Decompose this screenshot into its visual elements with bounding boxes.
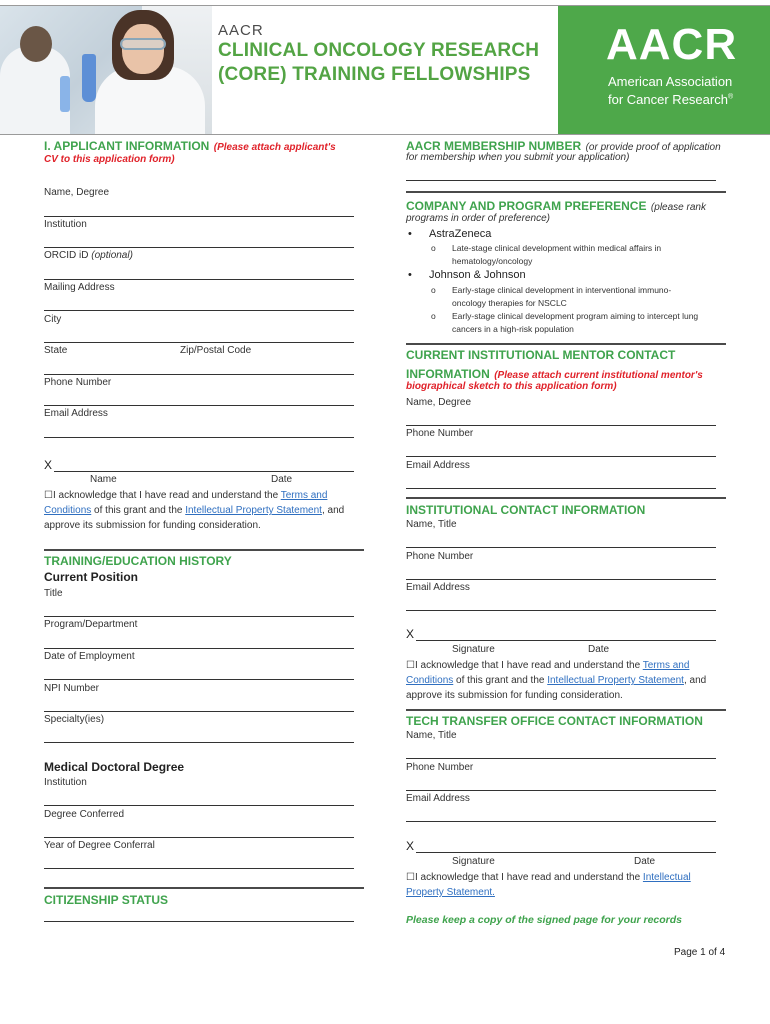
date-employment-field[interactable] [44, 679, 354, 680]
mentor-title-2: INFORMATION [406, 367, 490, 381]
header-banner [0, 5, 770, 135]
inst-phone-label: Phone Number [406, 551, 474, 562]
program-item[interactable]: Early-stage clinical development program aiming to intercept lung cancers in a high-risk population [452, 311, 699, 334]
logo-subtitle-1: American Association [608, 74, 733, 89]
mentor-email-field[interactable] [406, 488, 716, 489]
inst-phone-field[interactable] [406, 579, 716, 580]
company-astrazeneca: AstraZeneca [429, 228, 492, 240]
state-zip-field[interactable] [44, 374, 354, 375]
program-item[interactable]: Late-stage clinical development within medical affairs in hematology/oncology [452, 243, 662, 266]
applicant-sig-name-label: Name [90, 474, 117, 485]
bullet-dot: • [408, 228, 412, 240]
city-label: City [44, 314, 62, 325]
membership-field[interactable] [406, 180, 716, 181]
section-divider [406, 497, 726, 499]
program-title [218, 22, 558, 87]
membership-note-1: (or provide proof of application [585, 142, 721, 153]
org-short-name: AACR [218, 22, 264, 39]
date-employment-label: Date of Employment [44, 651, 135, 662]
bullet-dot: • [408, 269, 412, 281]
aacr-logo [558, 6, 770, 135]
title-field[interactable] [44, 616, 354, 617]
title-line-1: CLINICAL ONCOLOGY RESEARCH [218, 40, 540, 61]
applicant-signature-field[interactable] [54, 471, 354, 472]
phone-label: Phone Number [44, 377, 112, 388]
terms-link[interactable]: Terms and Conditions [44, 490, 328, 516]
state-label: State [44, 345, 68, 356]
inst-sig-date-label: Date [588, 644, 610, 655]
name-degree-field[interactable] [44, 216, 354, 217]
degree-conferred-field[interactable] [44, 837, 354, 838]
preference-note-2: programs in order of preference) [406, 213, 550, 224]
mailing-field[interactable] [44, 310, 354, 311]
inst-terms-link[interactable]: Terms and Conditions [406, 660, 690, 686]
mentor-phone-field[interactable] [406, 456, 716, 457]
applicant-signature-x: X [44, 458, 53, 472]
tech-transfer-title: TECH TRANSFER OFFICE CONTACT INFORMATION [406, 714, 703, 728]
degree-institution-label: Institution [44, 777, 87, 788]
email-label: Email Address [44, 408, 108, 419]
phone-field[interactable] [44, 405, 354, 406]
mentor-note-2: biographical sketch to this application form) [406, 381, 617, 392]
city-field[interactable] [44, 342, 354, 343]
orcid-label: ORCID iD (optional) [44, 250, 133, 261]
membership-note-2: for membership when you submit your application) [406, 152, 630, 163]
preference-note-1: (please rank [650, 202, 706, 213]
tto-signature-field[interactable] [416, 852, 716, 853]
applicant-note-2: CV to this application form) [44, 154, 175, 165]
tto-ack-checkbox[interactable]: ☐ [406, 872, 415, 883]
degree-institution-field[interactable] [44, 805, 354, 806]
membership-title: AACR MEMBERSHIP NUMBER [406, 139, 582, 153]
zip-label: Zip/Postal Code [180, 345, 252, 356]
ip-statement-link[interactable]: Intellectual Property Statement [185, 505, 322, 516]
tto-name-field[interactable] [406, 758, 716, 759]
mentor-phone-label: Phone Number [406, 428, 474, 439]
name-degree-label: Name, Degree [44, 187, 110, 198]
tto-sig-label: Signature [452, 856, 495, 867]
training-title: TRAINING/EDUCATION HISTORY [44, 554, 232, 568]
sub-bullet: o [431, 285, 436, 295]
inst-name-field[interactable] [406, 547, 716, 548]
program-label: Program/Department [44, 619, 138, 630]
tto-email-field[interactable] [406, 821, 716, 822]
medical-degree-heading: Medical Doctoral Degree [44, 760, 185, 774]
section-divider [406, 709, 726, 711]
applicant-sig-date-label: Date [271, 474, 293, 485]
section-divider [44, 549, 364, 551]
keep-copy-note: Please keep a copy of the signed page for your records [406, 914, 683, 926]
sub-bullet: o [431, 243, 436, 253]
inst-sig-label: Signature [452, 644, 495, 655]
degree-year-field[interactable] [44, 868, 354, 869]
program-field[interactable] [44, 648, 354, 649]
applicant-note-1: (Please attach applicant's [213, 142, 336, 153]
applicant-title: I. APPLICANT INFORMATION [44, 139, 210, 153]
inst-signature-x: X [406, 627, 415, 641]
inst-ack-checkbox[interactable]: ☐ [406, 660, 415, 671]
applicant-ack-checkbox[interactable]: ☐ [44, 490, 53, 501]
mentor-title-1: CURRENT INSTITUTIONAL MENTOR CONTACT [406, 348, 676, 362]
specialty-field[interactable] [44, 742, 354, 743]
preference-title: COMPANY AND PROGRAM PREFERENCE [406, 199, 647, 213]
tto-signature-x: X [406, 839, 415, 853]
orcid-field[interactable] [44, 279, 354, 280]
citizenship-field[interactable] [44, 921, 354, 922]
specialty-label: Specialty(ies) [44, 714, 105, 725]
tto-acknowledgement: ☐I acknowledge that I have read and understand the Intellectual Property Statement. [406, 872, 691, 898]
applicant-acknowledgement: ☐I acknowledge that I have read and understand the Terms and Conditions of this grant and the Intellectual Property Statement, and approve its submission for funding consideration. [44, 490, 345, 531]
mentor-note-1: (Please attach current institutional mentor's [494, 370, 703, 381]
institutional-title: INSTITUTIONAL CONTACT INFORMATION [406, 503, 646, 517]
tto-name-label: Name, Title [406, 730, 457, 741]
title-line-2: (CORE) TRAINING FELLOWSHIPS [218, 64, 531, 85]
email-field[interactable] [44, 437, 354, 438]
inst-acknowledgement: ☐I acknowledge that I have read and understand the Terms and Conditions of this grant and the Intellectual Property Statement, and approve its submission for funding consideration. [406, 660, 707, 701]
institution-label: Institution [44, 219, 87, 230]
current-position-heading: Current Position [44, 570, 139, 584]
inst-name-label: Name, Title [406, 519, 457, 530]
inst-signature-field[interactable] [416, 640, 716, 641]
scientist-photo [0, 6, 212, 135]
sub-bullet: o [431, 311, 436, 321]
applicant-section-heading [44, 137, 358, 155]
institution-field[interactable] [44, 247, 354, 248]
npi-field[interactable] [44, 711, 354, 712]
degree-year-label: Year of Degree Conferral [44, 840, 155, 851]
inst-ip-link[interactable]: Intellectual Property Statement [547, 675, 684, 686]
citizenship-title: CITIZENSHIP STATUS [44, 893, 169, 907]
mentor-name-field[interactable] [406, 425, 716, 426]
company-johnson-johnson: Johnson & Johnson [429, 269, 526, 281]
program-item[interactable]: Early-stage clinical development in interventional immuno- oncology therapies for NSCLC [452, 285, 672, 308]
mentor-email-label: Email Address [406, 460, 470, 471]
tto-phone-field[interactable] [406, 790, 716, 791]
page-number: Page 1 of 4 [674, 947, 726, 958]
title-label: Title [44, 588, 63, 599]
logo-subtitle-2: for Cancer Research® [608, 92, 734, 107]
tto-phone-label: Phone Number [406, 762, 474, 773]
mentor-name-label: Name, Degree [406, 397, 472, 408]
npi-label: NPI Number [44, 683, 100, 694]
section-divider [44, 887, 364, 889]
tto-ip-link[interactable]: Intellectual Property Statement. [406, 872, 691, 898]
section-divider [406, 343, 726, 345]
logo-wordmark: AACR [606, 20, 738, 69]
inst-email-label: Email Address [406, 582, 470, 593]
inst-email-field[interactable] [406, 610, 716, 611]
degree-conferred-label: Degree Conferred [44, 809, 125, 820]
tto-email-label: Email Address [406, 793, 470, 804]
mailing-label: Mailing Address [44, 282, 115, 293]
tto-sig-date-label: Date [634, 856, 656, 867]
section-divider [406, 191, 726, 193]
